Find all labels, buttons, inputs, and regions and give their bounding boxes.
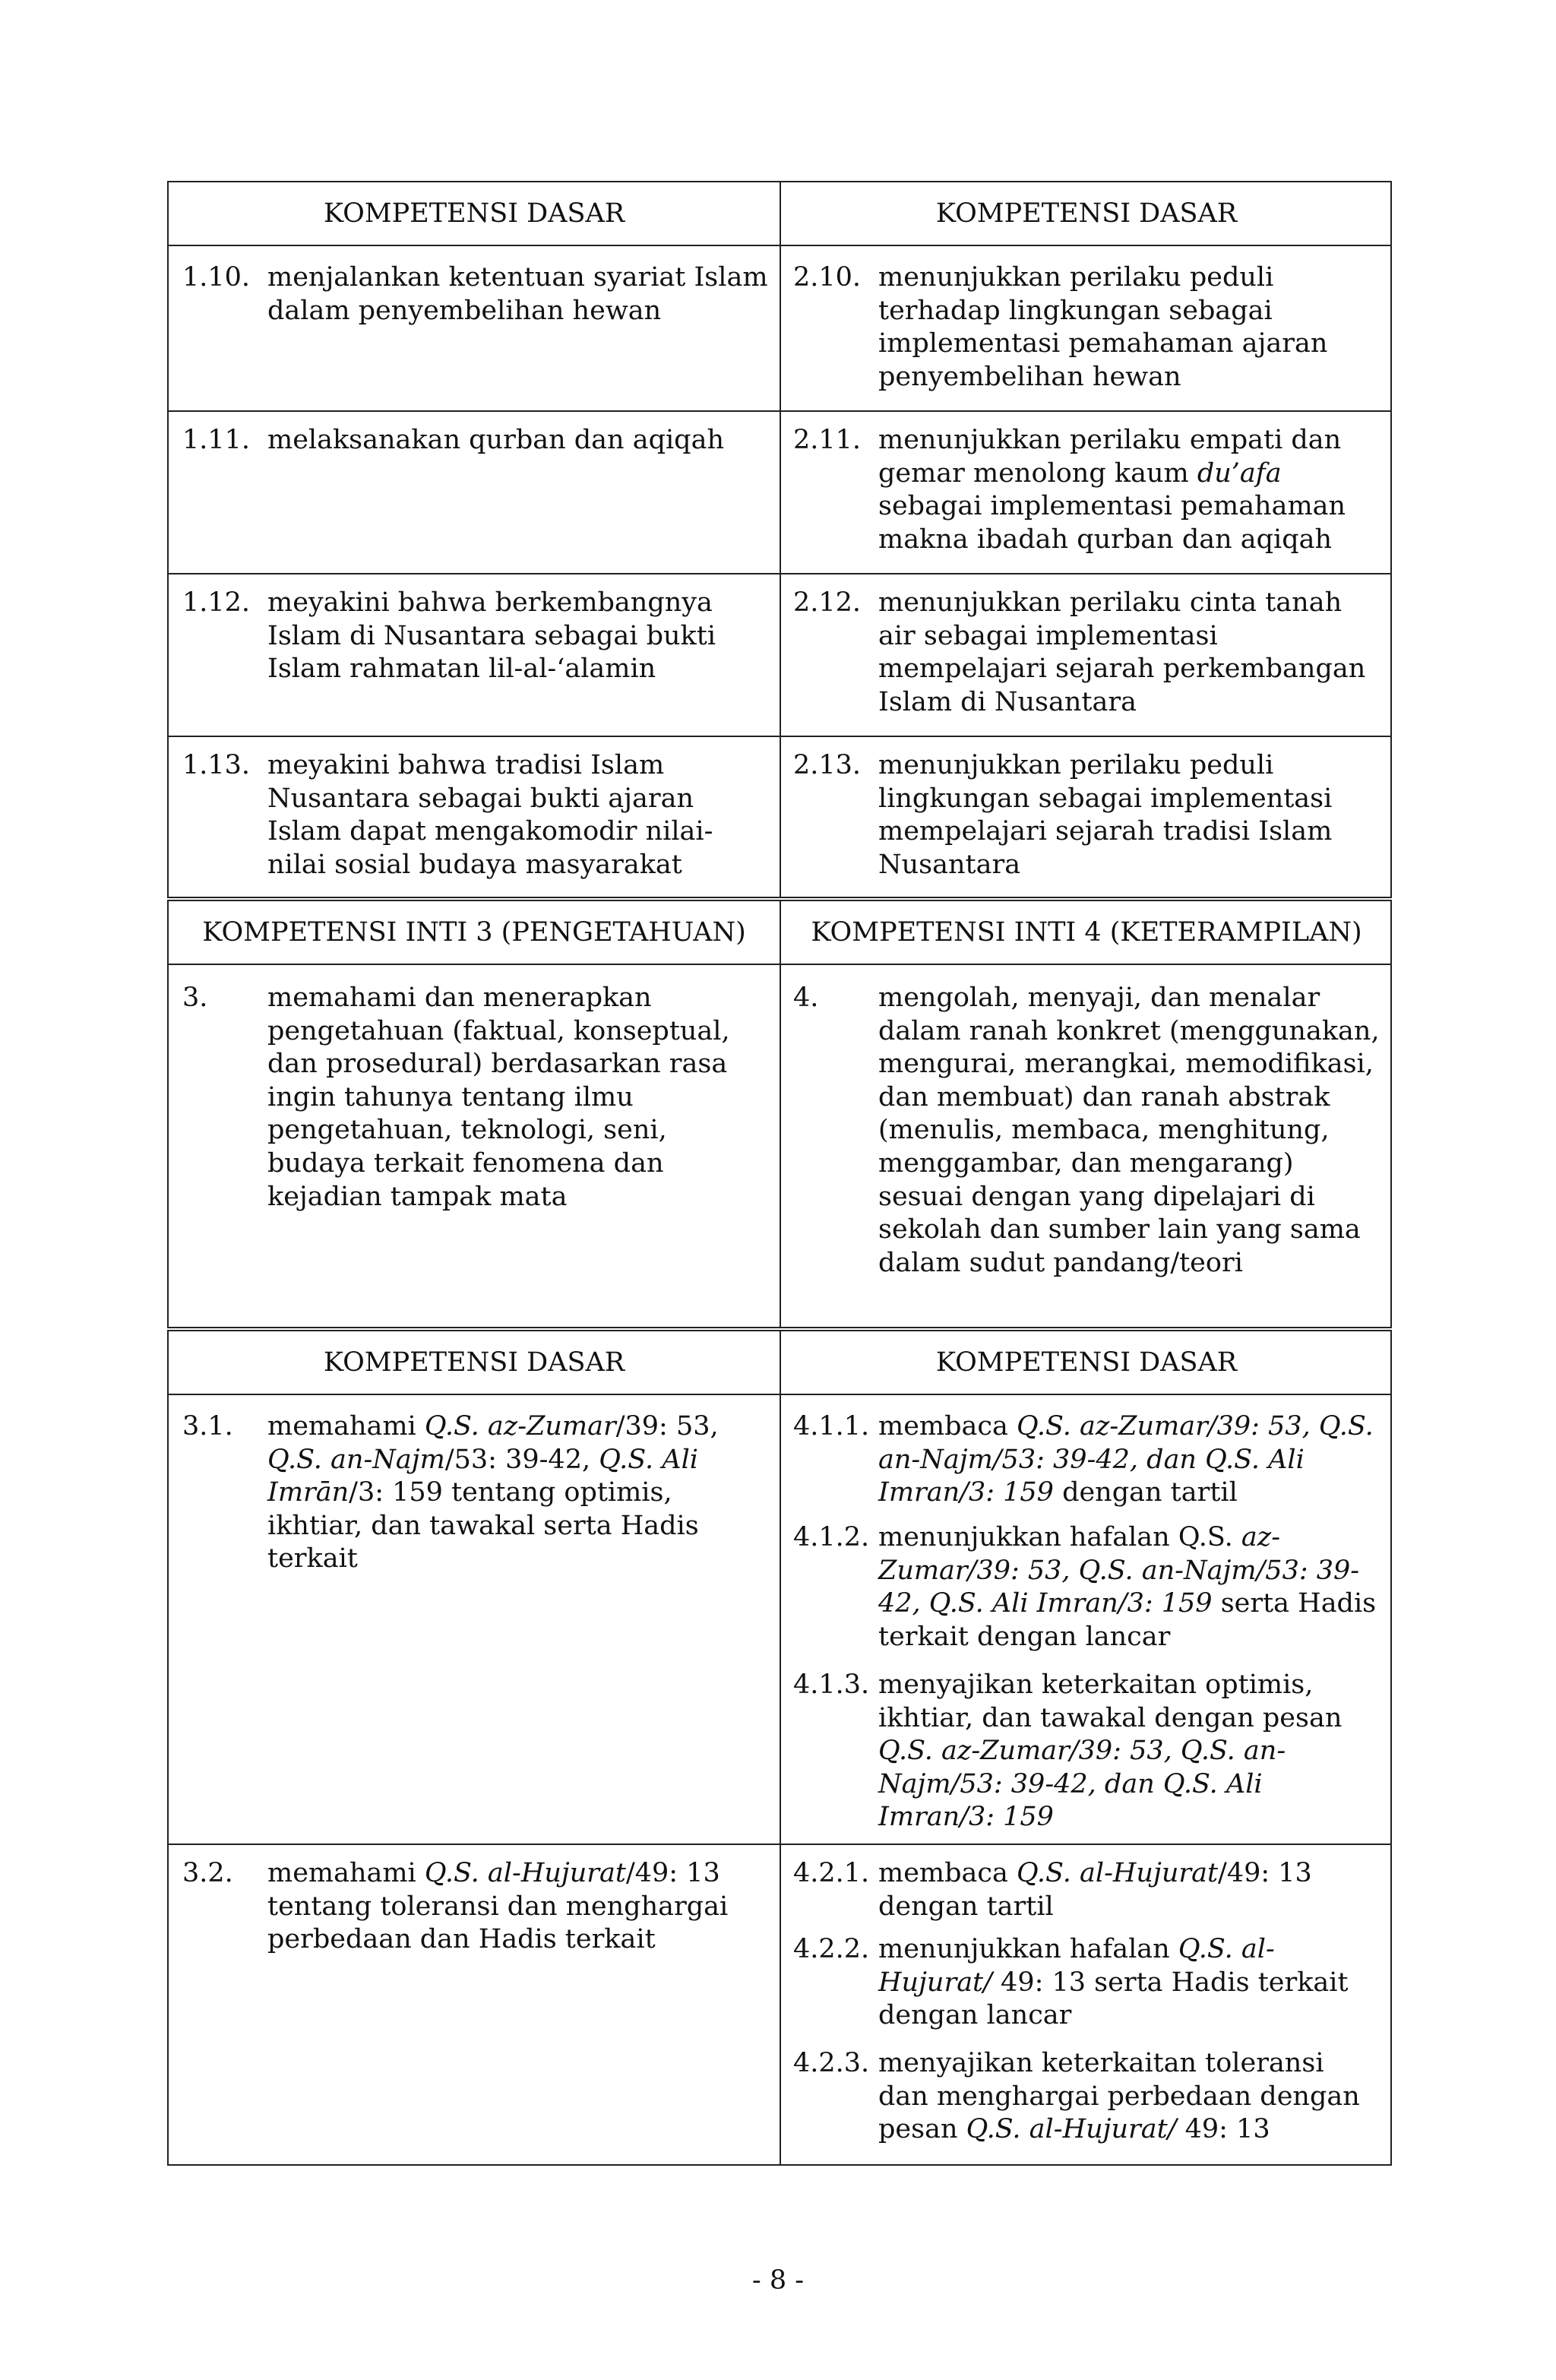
kd-number: 3.2. [182, 1858, 233, 1888]
ki-text: memahami dan menerapkan pengetahuan (faktual, konseptual, dan prosedural) berdasarkan rasa ingin tahunya tentang ilmu pengetahuan, teknologi, seni, budaya terkait fenomena dan kejadian tampak mata [267, 983, 730, 1212]
page-number: - 8 - [751, 2265, 805, 2296]
row-divider [169, 410, 1390, 412]
kd-text: membaca Q.S. az-Zumar/39: 53, Q.S. an-Najm/53: 39-42, dan Q.S. Ali Imran/3: 159 dengan tartil [878, 1411, 1374, 1508]
kd-text: menunjukkan perilaku peduli lingkungan sebagai implementasi mempelajari sejarah tradisi Islam Nusantara [878, 750, 1333, 880]
kd-text: menunjukkan perilaku peduli terhadap lingkungan sebagai implementasi pemahaman ajaran penyembelihan hewan [878, 262, 1328, 392]
kd-number: 4.2.3. [793, 2048, 870, 2078]
table-kompetensi-inti [167, 900, 1392, 1328]
column-divider [780, 182, 781, 897]
kd-text: meyakini bahwa berkembangnya Islam di Nusantara sebagai bukti Islam rahmatan lil-al-‘alamin [267, 587, 716, 685]
column-divider [780, 1331, 781, 2164]
header-left: KOMPETENSI DASAR [323, 1347, 625, 1378]
kd-number: 2.10. [793, 262, 862, 293]
header-right: KOMPETENSI INTI 4 (KETERAMPILAN) [811, 917, 1362, 948]
header-right: KOMPETENSI DASAR [935, 1347, 1238, 1378]
kd-number: 1.11. [182, 425, 251, 455]
kd-text: memahami Q.S. az-Zumar/39: 53, Q.S. an-Najm/53: 39-42, Q.S. Ali Imrān/3: 159 tentang optimis, ikhtiar, dan tawakal serta Hadis terkait [267, 1411, 719, 1575]
kd-number: 2.11. [793, 425, 862, 455]
kd-number: 1.13. [182, 750, 251, 780]
ki-number: 3. [182, 983, 208, 1013]
ki-number: 4. [793, 983, 819, 1013]
kd-text: menunjukkan perilaku cinta tanah air sebagai implementasi mempelajari sejarah perkembangan Islam di Nusantara [878, 587, 1366, 717]
kd-number: 4.1.1. [793, 1411, 870, 1442]
kd-number: 4.2.1. [793, 1858, 870, 1888]
header-left: KOMPETENSI DASAR [323, 198, 625, 229]
ki-text: mengolah, menyaji, dan menalar dalam ranah konkret (menggunakan, mengurai, merangkai, memodifikasi, dan membuat) dan ranah abstrak (menulis, membaca, menghitung, menggambar, dan mengarang) sesuai dengan yang dipelajari di sekolah dan sumber lain yang sama dalam sudut pandang/teori [878, 983, 1380, 1278]
kd-number: 2.12. [793, 587, 862, 618]
kd-text: melaksanakan qurban dan aqiqah [267, 425, 724, 455]
kd-text: menjalankan ketentuan syariat Islam dalam penyembelihan hewan [267, 262, 768, 326]
kd-text: memahami Q.S. al-Hujurat/49: 13 tentang toleransi dan menghargai perbedaan dan Hadis terkait [267, 1858, 729, 1955]
kd-number: 4.1.3. [793, 1669, 870, 1700]
kd-text: menunjukkan hafalan Q.S. az-Zumar/39: 53, Q.S. an-Najm/53: 39-42, Q.S. Ali Imran/3: 159 serta Hadis terkait dengan lancar [878, 1522, 1377, 1652]
row-divider [169, 736, 1390, 737]
table-kompetensi-dasar-1-2 [167, 181, 1392, 898]
kd-text: menunjukkan hafalan Q.S. al-Hujurat/ 49: 13 serta Hadis terkait dengan lancar [878, 1934, 1349, 2031]
kd-text: meyakini bahwa tradisi Islam Nusantara sebagai bukti ajaran Islam dapat mengakomodir nilai-nilai sosial budaya masyarakat [267, 750, 713, 880]
kd-number: 3.1. [182, 1411, 233, 1442]
row-divider [169, 573, 1390, 574]
kd-text: menyajikan keterkaitan optimis, ikhtiar, dan tawakal dengan pesan Q.S. az-Zumar/39: 53, Q.S. an-Najm/53: 39-42, dan Q.S. Ali Imran/3: 159 [878, 1669, 1343, 1833]
kd-text: menyajikan keterkaitan toleransi dan menghargai perbedaan dengan pesan Q.S. al-Hujurat/ 49: 13 [878, 2048, 1360, 2145]
kd-number: 4.1.2. [793, 1522, 870, 1552]
header-right: KOMPETENSI DASAR [935, 198, 1238, 229]
kd-number: 1.12. [182, 587, 251, 618]
row-divider [169, 1844, 1390, 1845]
kd-number: 1.10. [182, 262, 251, 293]
header-left: KOMPETENSI INTI 3 (PENGETAHUAN) [202, 917, 746, 948]
kd-number: 4.2.2. [793, 1934, 870, 1964]
table-kompetensi-dasar-3-4 [167, 1330, 1392, 2166]
kd-number: 2.13. [793, 750, 862, 780]
kd-text: menunjukkan perilaku empati dan gemar menolong kaum du’afa sebagai implementasi pemahaman makna ibadah qurban dan aqiqah [878, 425, 1346, 555]
column-divider [780, 901, 781, 1327]
kd-text: membaca Q.S. al-Hujurat/49: 13 dengan tartil [878, 1858, 1312, 1922]
